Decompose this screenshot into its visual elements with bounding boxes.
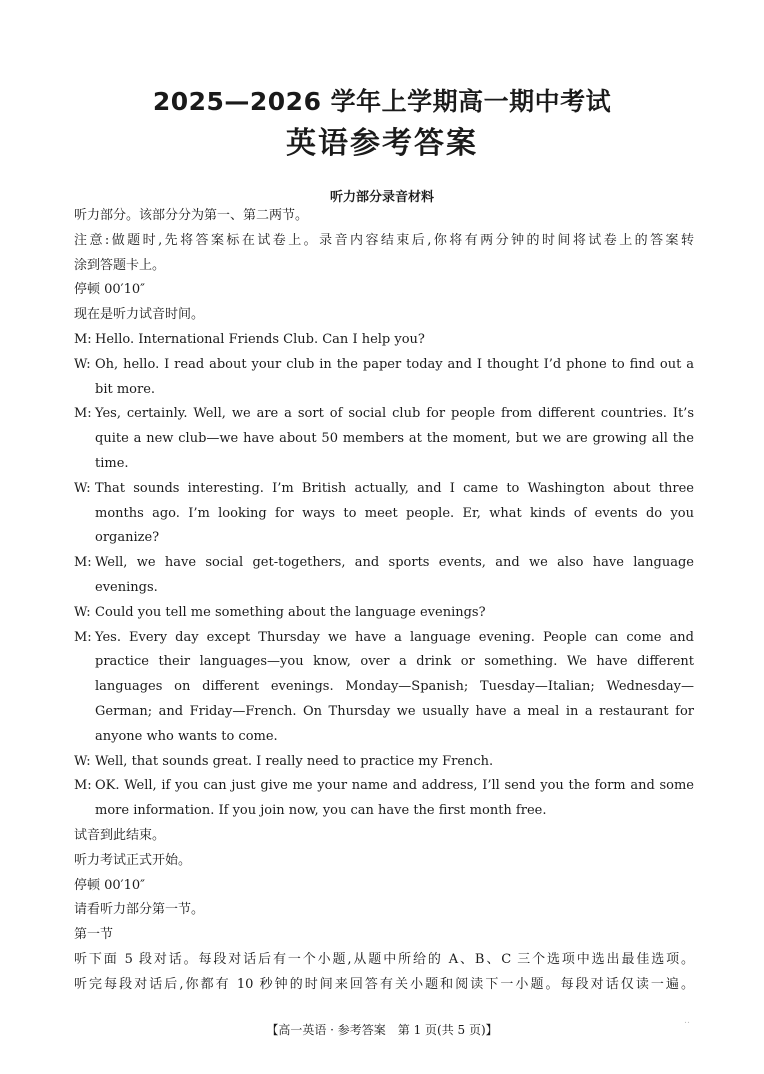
note-line-continued: 涂到答题卡上。	[74, 257, 166, 273]
dialogue-line: Well, that sounds great. I really need to practice my French.	[95, 753, 494, 769]
dialogue-text	[95, 328, 694, 353]
dialogue-turn	[74, 402, 694, 476]
speaker-label: M:	[74, 555, 92, 571]
dialogue-turn	[74, 353, 694, 403]
dialogue-turn	[74, 626, 694, 750]
dialogue-line: Well, we have social get-togethers, and sports events, and we also have language	[95, 555, 694, 571]
dialogue-line: quite a new club—we have about 50 members at the moment, but we are growing all the	[95, 431, 694, 447]
dialogue-text	[95, 774, 694, 824]
dialogue-line: Yes. Every day except Thursday we have a language evening. People can come and	[95, 629, 694, 645]
dialogue-turn	[74, 551, 694, 601]
trial-end-line: 试音到此结束。	[74, 827, 166, 843]
speaker-label: M:	[74, 778, 92, 794]
intro-line: 听力部分。该部分分为第一、第二两节。	[74, 208, 309, 223]
dialogue-line: Oh, hello. I read about your club in the paper today and I thought I’d phone to find out a	[95, 356, 694, 372]
dialogue-turn	[74, 477, 694, 551]
exam-title: 2025—2026 学年上学期高一期中考试	[152, 87, 612, 116]
dialogue-line: anyone who wants to come.	[95, 728, 278, 744]
speaker-label: W:	[74, 604, 91, 620]
dialogue-text	[95, 402, 694, 476]
corner-mark: ‥	[684, 1016, 691, 1026]
speaker-label: M:	[74, 406, 92, 422]
dialogue-line: time.	[95, 455, 129, 471]
dialogue-line: German; and Friday—French. On Thursday we usually have a meal in a restaurant for	[95, 703, 694, 719]
transcript-body	[74, 204, 694, 998]
dialogue-text	[95, 551, 694, 601]
dialogue-line: more information. If you join now, you can have the first month free.	[95, 803, 547, 819]
speaker-label: W:	[74, 480, 91, 496]
dialogue-line: organize?	[95, 530, 160, 546]
dialogue-turn	[74, 774, 694, 824]
speaker-label: M:	[74, 629, 92, 645]
dialogue-text	[95, 601, 694, 626]
exam-start-line: 听力考试正式开始。	[74, 852, 192, 868]
dialogue-line: practice their languages—you know, over a drink or something. We have different	[95, 654, 694, 670]
dialogue-turn	[74, 601, 694, 626]
speaker-label: M:	[74, 331, 92, 347]
dialogue-line: Could you tell me something about the language evenings?	[95, 604, 486, 620]
section-title: 听力部分录音材料	[329, 190, 434, 205]
pause-marker: 停顿 00′10″	[74, 282, 146, 298]
dialogue-block	[74, 328, 694, 824]
dialogue-text	[95, 750, 694, 775]
dialogue-line: Hello. International Friends Club. Can I help you?	[95, 331, 425, 347]
dialogue-line: bit more.	[95, 381, 156, 397]
see-section-line: 请看听力部分第一节。	[74, 902, 205, 918]
speaker-label: W:	[74, 753, 91, 769]
dialogue-text	[95, 477, 694, 551]
document-title: 英语参考答案	[286, 126, 478, 161]
pause-marker: 停顿 00′10″	[74, 877, 146, 893]
instruction-line: 听完每段对话后,你都有 10 秒钟的时间来回答有关小题和阅读下一小题。每段对话仅读一遍。	[74, 976, 694, 992]
section-label: 第一节	[74, 927, 114, 943]
speaker-label: W:	[74, 356, 91, 372]
dialogue-line: Yes, certainly. Well, we are a sort of social club for people from different countries. It’s	[95, 406, 694, 422]
note-line: 注意:做题时,先将答案标在试卷上。录音内容结束后,你将有两分钟的时间将试卷上的答案转	[74, 232, 694, 248]
dialogue-text	[95, 626, 694, 750]
dialogue-line: OK. Well, if you can just give me your name and address, I’ll send you the form and some	[95, 778, 694, 794]
dialogue-line: months ago. I’m looking for ways to meet people. Er, what kinds of events do you	[95, 505, 694, 521]
dialogue-line: evenings.	[95, 579, 158, 595]
page-footer: 【高一英语 · 参考答案 第 1 页(共 5 页)】	[266, 1023, 498, 1037]
instruction-line: 听下面 5 段对话。每段对话后有一个小题,从题中所给的 A、B、C 三个选项中选出最佳选项。	[74, 951, 694, 967]
dialogue-text	[95, 353, 694, 403]
dialogue-line: languages on different evenings. Monday—Spanish; Tuesday—Italian; Wednesday—	[95, 679, 694, 695]
dialogue-line: That sounds interesting. I’m British actually, and I came to Washington about three	[95, 480, 694, 496]
dialogue-turn	[74, 750, 694, 775]
dialogue-turn	[74, 328, 694, 353]
trial-start-line: 现在是听力试音时间。	[74, 307, 205, 323]
